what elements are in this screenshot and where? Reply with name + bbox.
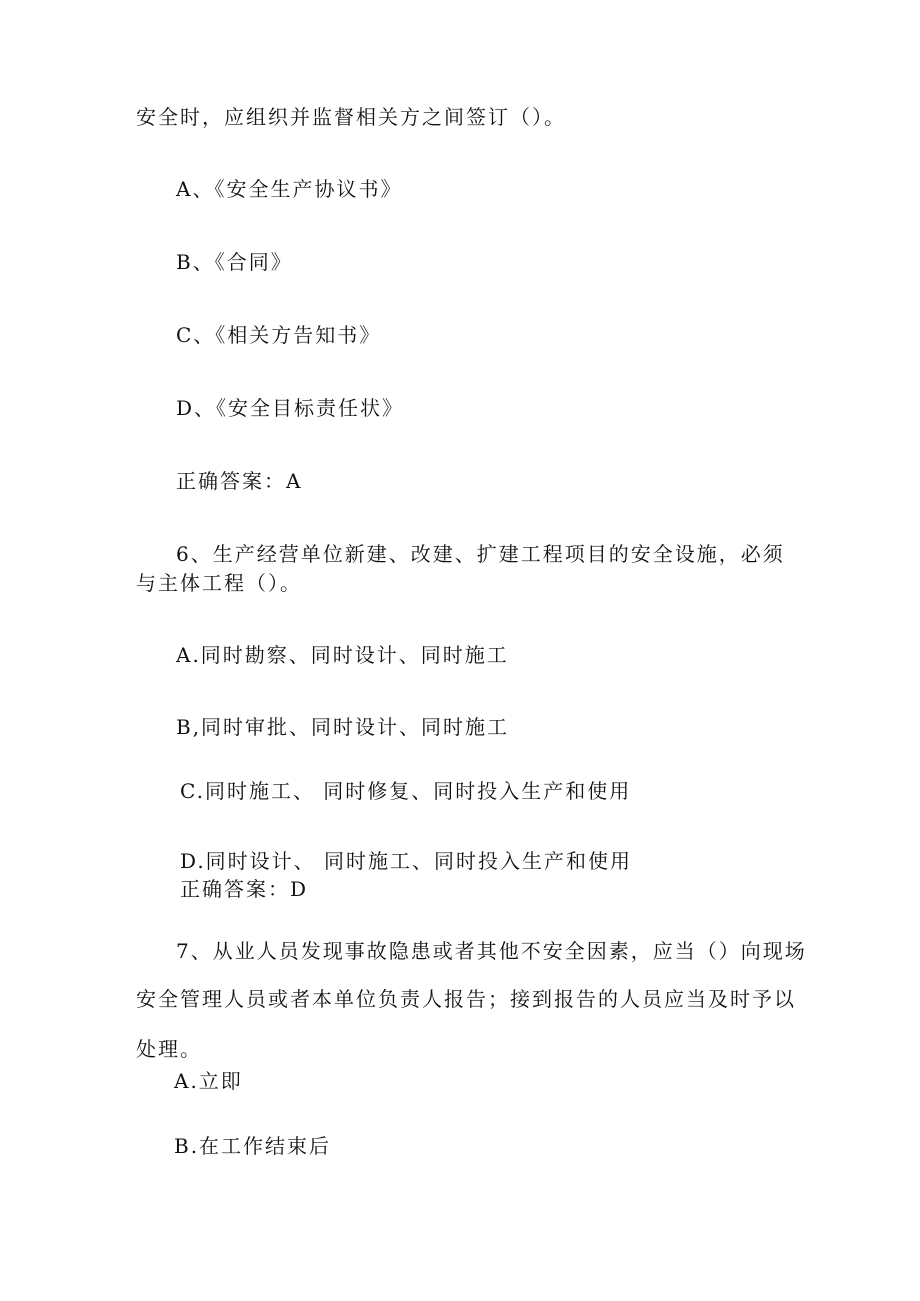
q7-stem-line-1: 7、从业人员发现事故隐患或者其他不安全因素，应当（）向现场 bbox=[176, 939, 807, 963]
q6-option-a: A.同时勘察、同时设计、同时施工 bbox=[176, 643, 509, 667]
q6-stem-line-1: 6、生产经营单位新建、改建、扩建工程项目的安全设施，必须 bbox=[176, 542, 785, 566]
q6-stem-line-2: 与主体工程（）。 bbox=[136, 571, 302, 595]
q5-stem-tail: 安全时，应组织并监督相关方之间签订（）。 bbox=[136, 105, 566, 129]
q7-stem-line-2: 安全管理人员或者本单位负责人报告；接到报告的人员应当及时予以 bbox=[136, 987, 796, 1011]
q5-option-c: C、《相关方告知书》 bbox=[176, 323, 382, 347]
q5-option-d: D、《安全目标责任状》 bbox=[176, 396, 405, 420]
q6-option-b: B,同时审批、同时设计、同时施工 bbox=[176, 715, 510, 739]
q7-option-b: B.在工作结束后 bbox=[174, 1134, 332, 1158]
q6-option-d: D.同时设计、 同时施工、同时投入生产和使用 bbox=[180, 849, 633, 873]
q6-option-c: C.同时施工、 同时修复、同时投入生产和使用 bbox=[180, 779, 632, 803]
q5-option-a: A、《安全生产协议书》 bbox=[176, 177, 403, 201]
q5-answer: 正确答案：A bbox=[176, 469, 303, 493]
q7-option-a: A.立即 bbox=[174, 1069, 243, 1093]
q6-answer: 正确答案：D bbox=[180, 877, 309, 901]
q7-stem-line-3: 处理。 bbox=[136, 1037, 202, 1061]
q5-option-b: B、《合同》 bbox=[176, 250, 293, 274]
